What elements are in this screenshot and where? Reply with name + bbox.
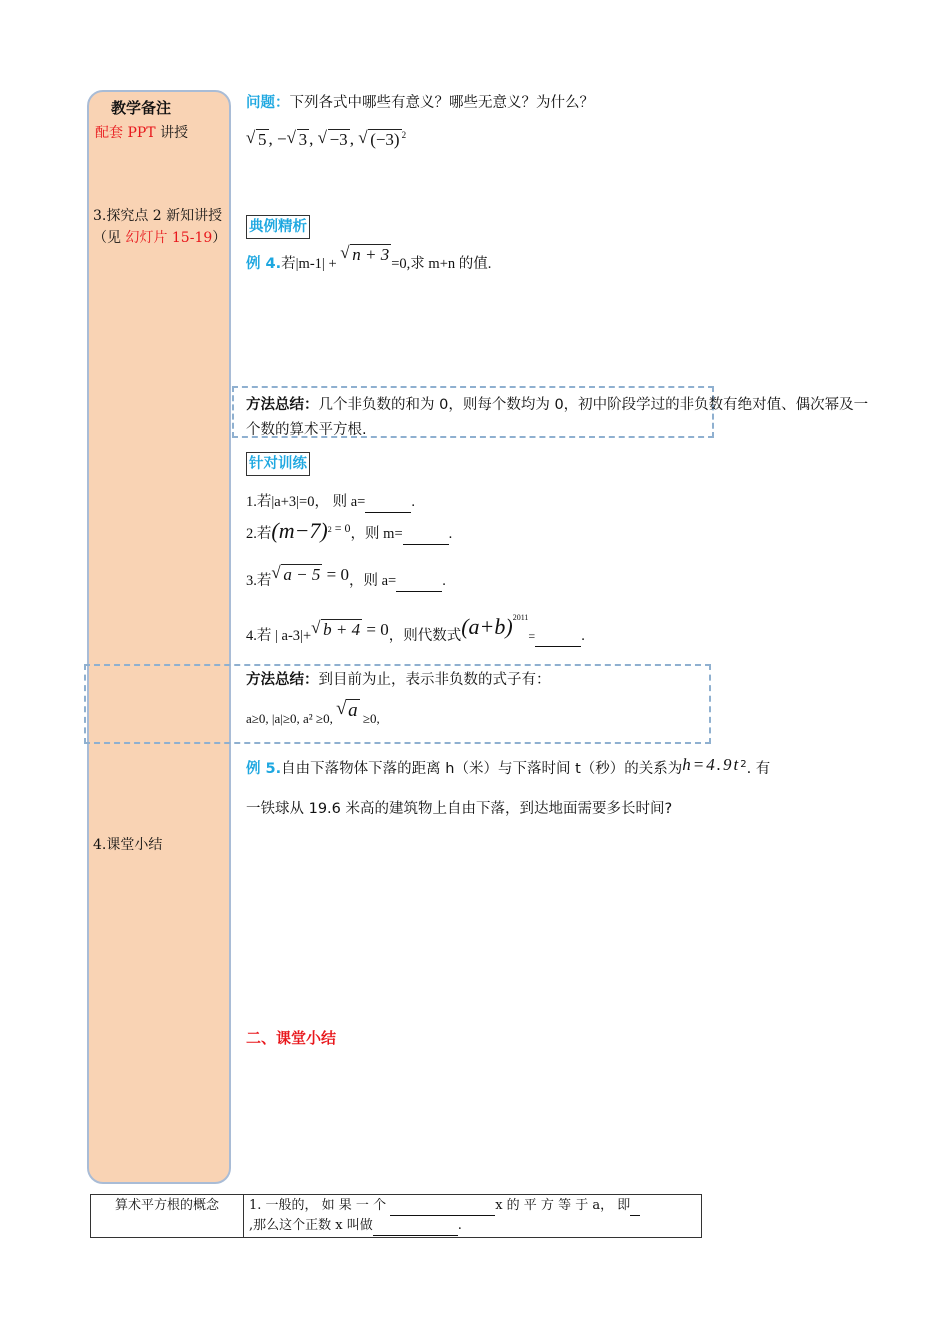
nonnegative-forms: a≥0, |a|≥0, a² ≥0, √ a ≥0,: [246, 708, 380, 729]
slides-ref: 幻灯片 15-19: [125, 230, 213, 246]
training-item-2: 2.若$(m-7)^2$ $^{= 0}$，则 m= .: [246, 517, 453, 543]
class-summary-heading: 二、课堂小结: [246, 1029, 337, 1047]
concept-table: [90, 1194, 702, 1238]
ppt-label: 配套 PPT: [95, 125, 156, 141]
teaching-notes-sidebar: [87, 90, 231, 1184]
example5-line1: 例 5.自由下落物体下落的距离 h（米）与下落时间 t（秒）的关系为$h=4.9t^2$. 有: [246, 754, 771, 777]
method-summary-1: 方法总结：几个非负数的和为 0，则每个数均为 0，初中阶段学过的非负数有绝对值、偶次幂及一个数的算术平方根.: [246, 397, 869, 438]
concept-label: 算术平方根的概念: [91, 1195, 244, 1238]
training-item-1: 1.若|a+3|=0， 则 a= .: [246, 492, 415, 513]
concept-definition: 1. 一般的， 如 果 一 个 x 的 平 方 等 于 a， 即 ,那么这个正数 x 叫做 .: [244, 1195, 702, 1238]
sidebar-title: 教学备注: [111, 99, 172, 117]
training-tag: 针对训练: [246, 452, 310, 476]
question-expressions: √ 5 , − √ 3 , √ −3 , √ (−3) $^2$: [246, 125, 406, 150]
sidebar-step4: 4.课堂小结: [93, 837, 163, 853]
training-item-4: 4.若 | a-3|+ √ b + 4 = 0，则代数式$(a+b)^{2011}=$ .: [246, 622, 585, 647]
sidebar-subtitle: 配套 PPT 讲授: [95, 125, 189, 141]
question: 问题：下列各式中哪些有意义？哪些无意义？为什么？: [246, 95, 594, 111]
example5-line2: 一铁球从 19.6 米高的建筑物上自由下落，到达地面需要多长时间?: [246, 801, 673, 817]
example4: 例 4.若|m-1| + √ n + 3 =0,求 m+n 的值.: [246, 253, 491, 274]
question-label: 问题：: [246, 95, 290, 111]
method-summary-2: 方法总结：到目前为止，表示非负数的式子有：: [246, 672, 551, 688]
training-item-3: 3.若 √ a − 5 = 0，则 a= .: [246, 570, 446, 592]
sidebar-step3: 3.探究点 2 新知讲授 （见 幻灯片 15-19）: [93, 208, 227, 246]
example-section-tag: 典例精析: [246, 215, 310, 239]
